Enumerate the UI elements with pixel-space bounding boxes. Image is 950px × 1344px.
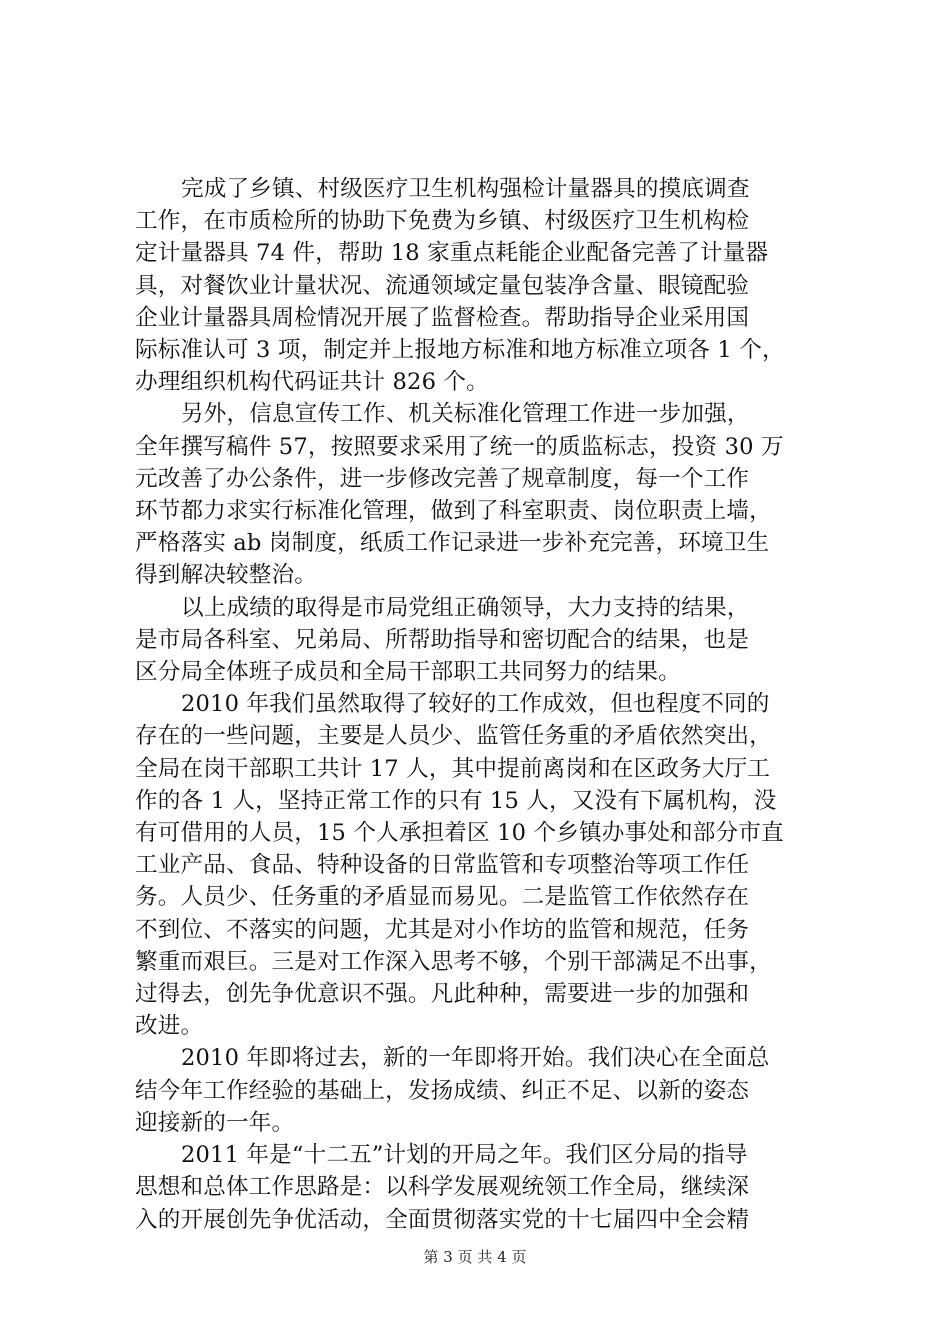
page-number-footer: 第 3 页 共 4 页 bbox=[423, 1248, 527, 1266]
text-line: 是市局各科室、兄弟局、所帮助指导和密切配合的结果，也是 bbox=[135, 626, 750, 653]
text-line: 结今年工作经验的基础上，发扬成绩、纠正不足、以新的姿态 bbox=[135, 1077, 750, 1104]
text-line: 存在的一些问题，主要是人员少、监管任务重的矛盾依然突出， bbox=[135, 723, 772, 750]
paragraph-measurement-work bbox=[135, 173, 831, 398]
text-line: 全年撰写稿件 57，按照要求采用了统一的质监标志，投资 30 万 bbox=[135, 433, 784, 460]
text-line: 有可借用的人员，15 个人承担着区 10 个乡镇办事处和部分市直 bbox=[135, 820, 784, 847]
text-line: 2010 年即将过去，新的一年即将开始。我们决心在全面总 bbox=[181, 1045, 770, 1072]
paragraph-new-year bbox=[135, 1042, 831, 1139]
text-line: 全局在岗干部职工共计 17 人，其中提前离岗和在区政务大厅工 bbox=[135, 755, 771, 782]
text-line: 得到解决较整治。 bbox=[135, 562, 317, 589]
text-line: 环节都力求实行标准化管理，做到了科室职责、岗位职责上墙， bbox=[135, 498, 772, 525]
text-line: 具，对餐饮业计量状况、流通领域定量包装净含量、眼镜配验 bbox=[135, 272, 750, 299]
text-line: 迎接新的一年。 bbox=[135, 1109, 295, 1136]
text-line: 另外，信息宣传工作、机关标准化管理工作进一步加强， bbox=[181, 401, 750, 428]
text-line: 企业计量器具周检情况开展了监督检查。帮助指导企业采用国 bbox=[135, 304, 750, 331]
text-line: 作的各 1 人，坚持正常工作的只有 15 人，又没有下属机构，没 bbox=[135, 787, 777, 814]
paragraph-achievements bbox=[135, 592, 831, 689]
text-line: 工作，在市质检所的协助下免费为乡镇、村级医疗卫生机构检 bbox=[135, 208, 750, 235]
text-line: 工业产品、食品、特种设备的日常监管和专项整治等项工作任 bbox=[135, 852, 750, 879]
text-line: 务。人员少、任务重的矛盾显而易见。二是监管工作依然存在 bbox=[135, 884, 750, 911]
text-line: 严格落实 ab 岗制度，纸质工作记录进一步补充完善，环境卫生 bbox=[135, 530, 770, 557]
text-line: 不到位、不落实的问题，尤其是对小作坊的监管和规范，任务 bbox=[135, 916, 750, 943]
text-line: 思想和总体工作思路是：以科学发展观统领工作全局，继续深 bbox=[135, 1174, 750, 1201]
text-line: 过得去，创先争优意识不强。凡此种种，需要进一步的加强和 bbox=[135, 981, 750, 1008]
text-line: 完成了乡镇、村级医疗卫生机构强检计量器具的摸底调查 bbox=[181, 176, 750, 202]
text-line: 办理组织机构代码证共计 826 个。 bbox=[135, 369, 489, 396]
text-line: 际标准认可 3 项，制定并上报地方标准和地方标准立项各 1 个， bbox=[135, 337, 785, 364]
text-line: 入的开展创先争优活动，全面贯彻落实党的十七届四中全会精 bbox=[135, 1206, 750, 1233]
text-line: 改进。 bbox=[135, 1013, 204, 1040]
text-line: 2011 年是“十二五”计划的开局之年。我们区分局的指导 bbox=[181, 1142, 748, 1169]
text-line: 元改善了办公条件，进一步修改完善了规章制度，每一个工作 bbox=[135, 465, 750, 492]
paragraph-publicity-standardization bbox=[135, 398, 831, 591]
text-line: 2010 年我们虽然取得了较好的工作成效，但也程度不同的 bbox=[181, 691, 770, 718]
text-line: 定计量器具 74 件，帮助 18 家重点耗能企业配备完善了计量器 bbox=[135, 240, 769, 267]
text-line: 以上成绩的取得是市局党组正确领导，大力支持的结果， bbox=[181, 594, 750, 621]
text-line: 繁重而艰巨。三是对工作深入思考不够，个别干部满足不出事， bbox=[135, 948, 772, 975]
document-body bbox=[135, 173, 831, 1236]
text-line: 区分局全体班子成员和全局干部职工共同努力的结果。 bbox=[135, 659, 681, 686]
paragraph-2011-plan bbox=[135, 1139, 831, 1236]
paragraph-problems bbox=[135, 688, 831, 1042]
